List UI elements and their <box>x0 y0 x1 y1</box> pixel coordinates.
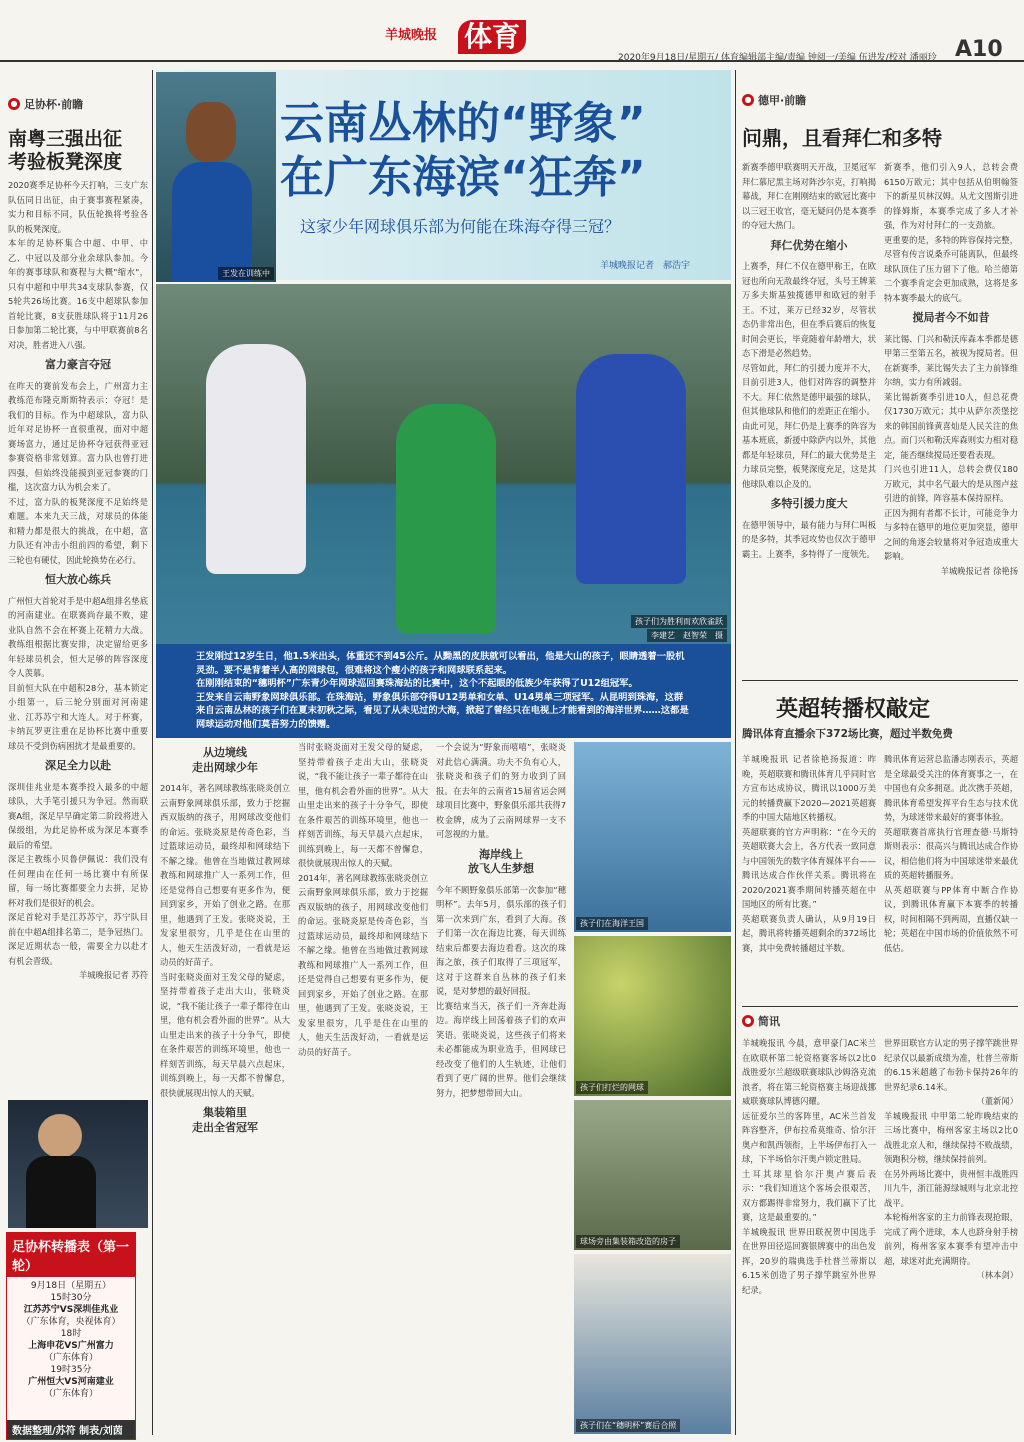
inset-photo: 王发在训练中 <box>156 72 276 282</box>
section-label-briefs: ● 简讯 <box>742 1013 780 1029</box>
schedule-time: 19时35分 <box>50 1365 92 1375</box>
dateline: 2020年9月18日/星期五/ 体育编辑部主编/责编 钟阅一/美编 伍进发/校对 潘丽玲 <box>618 53 937 63</box>
bundesliga-col-1: 新赛季德甲联赛明天开战，卫冕冠军拜仁慕尼黑主场对阵沙尔克，打响揭幕战，拜仁在刚刚结束的欧冠比赛中以三冠王收官，毫无疑问仍是本赛季的夺冠大热门。 拜仁优势在缩小 上赛季，拜仁不仅在德甲称王，在欧冠也所向无敌最终夺冠，头号王牌莱万多夫斯基独揽德甲和欧冠的射手王。不过，莱万已经32岁，尽管状态仍非常出色，但在季后赛后的恢复时间会更长，毕竟随着年龄增大，状态下滑是必然趋势。 尽管如此，拜仁的引援力度并不大，目前引进3人，他们对阵容的调整并不大。拜仁依然是德甲最强的球队，但其他球队和他们的差距正在缩小。 由此可见，拜仁仍是上赛季的阵容为基本班底，新援中除萨内以外，其他都是年轻球员，拜仁的最大优势是主力球员完整，板凳深度充足，这是其他球队难以企及的。 多特引援力度大 在德甲领导中，最有能力与拜仁叫板的是多特，其季冠攻势也仅次于德甲霸主。上赛季，多特得了一度领先。 <box>742 162 876 559</box>
feature-byline: 羊城晚报记者 郝浩宇 <box>600 261 691 271</box>
photo-group: 孩子们在“穗明杯”赛后合照 <box>574 1254 731 1434</box>
main-photo: 孩子们为胜利而欢欣雀跃 李建艺 赵智荣 摄 <box>156 284 731 644</box>
section-badge: 体育 <box>458 20 526 54</box>
schedule-time: 18时 <box>60 1329 82 1339</box>
article-title-bundesliga: 问鼎，且看拜仁和多特 <box>742 126 942 150</box>
schedule-tv: （广东体育） <box>43 1353 98 1363</box>
briefs-col-2: 世界田联官方认定的男子撑竿跳世界纪录仅以最新成绩为准，杜普兰蒂斯的6.15米超越了布勃卡保持26年的世界纪录6.14米。 （董新闻） 羊城晚报讯 中甲第二轮昨晚结束的三场比赛中，梅州客家主场以2比0战胜北京人和，继续保持不败战绩，领跑积分榜，继续保持前列。 在另外两场比赛中，贵州恒丰战胜四川九牛，浙江能源绿城则与北京北控战平。 本轮梅州客家的主力前锋表现抢眼，完成了两个进球，本人也跻身射手榜前列，梅州客家本赛季有望冲击中超，球迷对此充满期待。 （林本剑） <box>884 1038 1018 1280</box>
epl-col-2: 腾讯体育运营总监潘志刚表示，英超是全球最受关注的体育赛事之一，在中国也有众多拥趸。此次携手英超，腾讯体育希望发挥平台生态与技术优势，为球迷带来最好的赛事体验。 英超联赛首席执行官理查德·马斯特斯则表示：很高兴与腾讯达成合作协议，相信他们将为中国球迷带来最优质的英超转播服务。 从英超联赛与PP体育中断合作协议，到腾讯体育赢下本赛季的转播权，时间相隔不到两周，直播仅缺一轮；英超在中国市场的价值依然不可低估。 <box>884 754 1018 953</box>
schedule-time: 15时30分 <box>50 1293 92 1303</box>
feature-subtitle: 这家少年网球俱乐部为何能在珠海夺得三冠？ <box>300 217 621 236</box>
section-rule <box>742 1006 1018 1007</box>
epl-col-1: 羊城晚报讯 记者徐艳扬报道：昨晚，英超联赛和腾讯体育几乎同时官方宣布达成协议，腾讯以1000万美元的转播费赢下2020—2021英超赛季的中国大陆地区转播权。 英超联赛的官方声明称：“在今天的英超联赛大会上，各方代表一致同意与中国领先的数字体育媒体平台——腾讯达成合作伙伴关系。腾讯将在2020/2021赛季期间转播英超在中国地区的所有比赛。” 英超联赛负责人确认，从9月19日起，腾讯将转播英超剩余的372场比赛，其中免费转播超过半数。 <box>742 754 876 953</box>
bullet-icon: ● <box>8 98 20 110</box>
broadcast-schedule <box>6 1232 136 1440</box>
section-label-cup: ● 足协杯·前瞻 <box>8 96 83 112</box>
feature-col-2: 当时张晓炎面对王发父母的疑虑，坚持带着孩子走出大山，张晓炎说，“我不能让孩子一辈子都待在山里，他有机会看外面的世界”。从大山里走出来的孩子十分争气，即使在条件艰苦的训练环境里，他也一样刻苦训练，每天早晨六点起床，训练到晚上，每一天都不曾懈怠，很快就展现出惊人的天赋。 2014年，著名网球教练张晓炎创立云南野象网球俱乐部，致力于挖掘西双版纳的孩子，用网球改变他们的命运。张晓炎原是传奇色彩，当过篮球运动员，最终却和网球结下不解之缘。他曾在当地做过教网球教练和网球推广人一系列工作，但还是觉得自己想要有更多作为，便回到家乡，开始了创业之路。在那里，他遇到了王发。张晓炎说，王发家里很穷，几乎是住在山里的人，他天生活泼好动，一看就是运动员的好苗子。 <box>298 742 428 1057</box>
schedule-match: 广州恒大VS河南建业 <box>28 1377 114 1387</box>
feature-lead: 王发刚过12岁生日，他1.5米出头，体重还不到45公斤。从黝黑的皮肤就可以看出，他是大山的孩子，眼睛透着一股机灵劲。要不是背着半人高的网球包，很难将这个瘦小的孩子和网球联系起来。 在刚刚结束的“穗明杯”广东青少年网球巡回赛珠海站的比赛中，这个不起眼的低族少年获得了U12组冠军。 王发来自云南野象网球俱乐部。在珠海站，野象俱乐部夺得U12男单和女单、U14男单三项冠军。从昆明到珠海，这群来自云南丛林的孩子们在夏末初秋之际，看见了从未见过的大海，掀起了曾经只在电视上才能看到的海洋世界……这都是网球运动对他们莫吾努力的馈赠。 <box>156 644 731 738</box>
photo-ocean-kingdom: 孩子们在海洋王国 <box>574 742 731 932</box>
page-number: A10 <box>955 37 1003 62</box>
feature-col-1: 从边境线 走出网球少年 2014年，著名网球教练张晓炎创立云南野象网球俱乐部，致力于挖掘西双版纳的孩子，用网球改变他们的命运。张晓炎原是传奇色彩，当过篮球运动员，最终却和网球结下不解之缘。他曾在当地做过教网球教练和网球推广人一系列工作，但还是觉得自己想要有更多作为，便回到家乡，开始了创业之路。在那里，他遇到了王发。张晓炎说，王发家里很穷，几乎是住在山里的人，他天生活泼好动，一看就是运动员的好苗子。 当时张晓炎面对王发父母的疑虑，坚持带着孩子走出大山，张晓炎说，“我不能让孩子一辈子都待在山里，他有机会看外面的世界”。从大山里走出来的孩子十分争气，即使在条件艰苦的训练环境里，他也一样刻苦训练，每天早晨六点起床，训练到晚上，每一天都不曾懈怠，很快就展现出惊人的天赋。 集装箱里 走出全省冠军 <box>160 746 290 1134</box>
feature-col-3: 一个会说为“野象而嘻嘻”，张晓炎对此信心满满。功夫不负有心人，张晓炎和孩子们的努力收到了回报。在去年的云南省15届省运会网球项目比赛中，野象俱乐部共获得7枚金牌，成为了云南网球界一支不可忽视的力量。 海岸线上 放飞人生梦想 今年不顾野象俱乐部第一次参加“穗明杯”。去年5月，俱乐部的孩子们第一次来到广东，看到了大海。孩子们第一次在海边比赛，每天训练结束后都要去海边看看。这次的珠海之旅，孩子们取得了三项冠军，这对于这群来自丛林的孩子们来说，是对梦想的最好回报。 比赛结束当天，孩子们一齐奔赴海边。海岸线上回荡着孩子们的欢声笑语。张晓炎说，这些孩子们将来未必都能成为职业选手，但网球已经改变了他们的人生轨迹，让他们看到了更广阔的世界。他们会继续努力，把梦想带回大山。 <box>436 742 566 1098</box>
briefs-col-1: 羊城晚报讯 今晨，意甲豪门AC米兰在欧联杯第二轮资格赛客场以2比0战胜爱尔兰超级联赛球队沙姆洛克流浪者，将在第三轮资格赛主场迎战挪威联赛球队博德闪耀。 远征爱尔兰的客阵里，AC米兰首发阵容整齐，伊布拉希莫维奇、恰尔汗奥卢和凯西领衔，上半场伊布打入一球，下半场恰尔汗奥卢锁定胜局。 土耳其球星恰尔汗奥卢赛后表示：“我们知道这个客场会很艰苦，双方都踢得非常努力，我们赢下了比赛，这是最重要的。” 羊城晚报讯 世界田联祝贺中国选手在世界田径巡回赛银牌赛中的出色发挥，20岁的瑞典选手杜普兰蒂斯以6.15米创造了男子撑竿跳室外世界纪录。 <box>742 1038 876 1295</box>
bundesliga-col-2: 新赛季，他们引入9人，总转会费6150万欧元；其中包括从伯明翰签下的新星贝林汉姆。从尤文图斯引进的锋姆斯，本赛季完成了多人才补强，作为对付拜仁的一支劲旅。 更重要的是，多特的阵容保持完整，尽管有传言说桑乔可能离队，但最终球队顶住了压力留下了他。哈兰德第二个赛季肯定会更加成熟，这将是多特本赛季最大的底气。 搅局者今不如昔 莱比锡、门兴和勒沃库森本季都是德甲第三至第五名，被视为搅局者。但在新赛季，莱比锡失去了主力前锋维尔纳，实力有所减弱。 莱比锡新赛季引进10人，但总花费仅1730万欧元；其中从萨尔茨堡挖来的韩国前锋黄喜灿是人民关注的焦点。而门兴和勒沃库森则实力相对稳定，能否继续搅局还要看表现。 门兴也引进11人，总转会费仅180万欧元，其中名气最大的是从图卢兹引进的前锋，阵容基本保持原样。 正因为拥有者都不长计，可能竞争力与多特在德甲的地位更加突显，德甲之间的角逐会较量将对争冠造成重大影响。 羊城晚报记者 徐艳扬 <box>884 162 1018 576</box>
article-subtitle-epl: 腾讯体育直播余下372场比赛，超过半数免费 <box>742 728 953 740</box>
column-divider <box>152 70 153 1435</box>
bullet-icon: ● <box>742 94 754 106</box>
section-rule <box>742 680 1018 681</box>
schedule-title: 足协杯转播表（第一轮） <box>7 1233 135 1277</box>
article-body-left: 2020赛季足协杯今天打响，三支广东队伍同日出征，由于赛事赛程紧凑，实力和目标不同，队伍轮换将考验各队的板凳深度。 本年的足协杯集合中超、中甲、中乙、中冠以及部分业余球队参加。今年的赛事球队和赛程与大概"缩水"，只有中超和中甲共34支球队参赛，仅5轮共26场比赛。16支中超球队参加首轮比赛，8支获胜球队将于11月26日参加第二轮比赛，与中甲联赛前8名对决，胜者进入八强。 富力豪言夺冠 在昨天的赛前发布会上，广州富力主教练范布隆克斯斯特表示：夺冠！是我们的目标。作为中超球队，富力队近年对足协杯一直很重视，面对中超赛场富力，通过足协杯夺冠获得亚冠参赛资格非常划算。富力队也曾打进四强，但始终没能摸到亚冠参赛的门槛，这次富力认为机会来了。 不过，富力队的板凳深度不足始终是难题。本来九天三战，对球员的体能和精力都是很大的挑战，在中超，富力队还有冲击小组前四的希望，剩下三轮也有硬仗，因此轮换势在必行。 恒大放心练兵 广州恒大首轮对手是中超A组排名垫底的河南建业。在联赛尚存最不败，建业队自然不会在杯赛上花精力大战。教练组根据比赛安排，决定留给更多年轻球员机会，恒大足够的阵容深度令人羡慕。 目前恒大队在中超积28分，基本锁定小组第一，后三轮分别面对河南建业、江苏苏宁和大连人。对于杯赛，卡纳瓦罗更注重在足协杯比赛中重要球员不受到伤病困扰才是最重要的。 深足全力以赴 深圳佳兆业是本赛季投入最多的中超球队，大手笔引援只为争冠。然而联赛A组，深足早早确定第二阶段将进入保级组，为此足协杯成为深足本赛季最后的希望。 深足主教练小贝鲁伊佩说：我们没有任何理由在任何一场比赛中有所保留，每一场比赛都要全力去拼，足协杯对我们是很好的机会。 深足首轮对手是江苏苏宁，苏宁队目前在中超A组排名第二，是争冠热门。深足近期状态一般，需要全力以赴才有机会晋级。 羊城晚报记者 苏符 <box>8 180 148 980</box>
schedule-match: 江苏苏宁VS深圳佳兆业 <box>23 1305 119 1315</box>
schedule-match: 上海申花VS广州富力 <box>28 1341 114 1351</box>
schedule-tv: （广东体育，央视体育） <box>21 1317 121 1327</box>
feature-title-2: 在广东海滨“狂奔” <box>280 152 646 203</box>
schedule-credit: 数据整理/苏符 制表/刘茵 <box>7 1420 135 1439</box>
photo-tennis-balls: 孩子们打烂的网球 <box>574 936 731 1096</box>
coach-photo <box>8 1100 148 1228</box>
schedule-date: 9月18日（星期五） <box>30 1281 112 1291</box>
feature-title-1: 云南丛林的“野象” <box>280 98 646 149</box>
section-label-bundesliga: ● 德甲·前瞻 <box>742 92 806 108</box>
bullet-icon: ● <box>742 1015 754 1027</box>
photo-container-house: 球场旁由集装箱改造的房子 <box>574 1100 731 1250</box>
schedule-tv: （广东体育） <box>43 1389 98 1399</box>
article-title-epl: 英超转播权敲定 <box>776 697 931 722</box>
newspaper-logo: 羊城晚报 <box>385 28 438 43</box>
column-divider <box>735 70 736 1435</box>
article-title-left: 南粤三强出征 考验板凳深度 <box>8 128 123 173</box>
